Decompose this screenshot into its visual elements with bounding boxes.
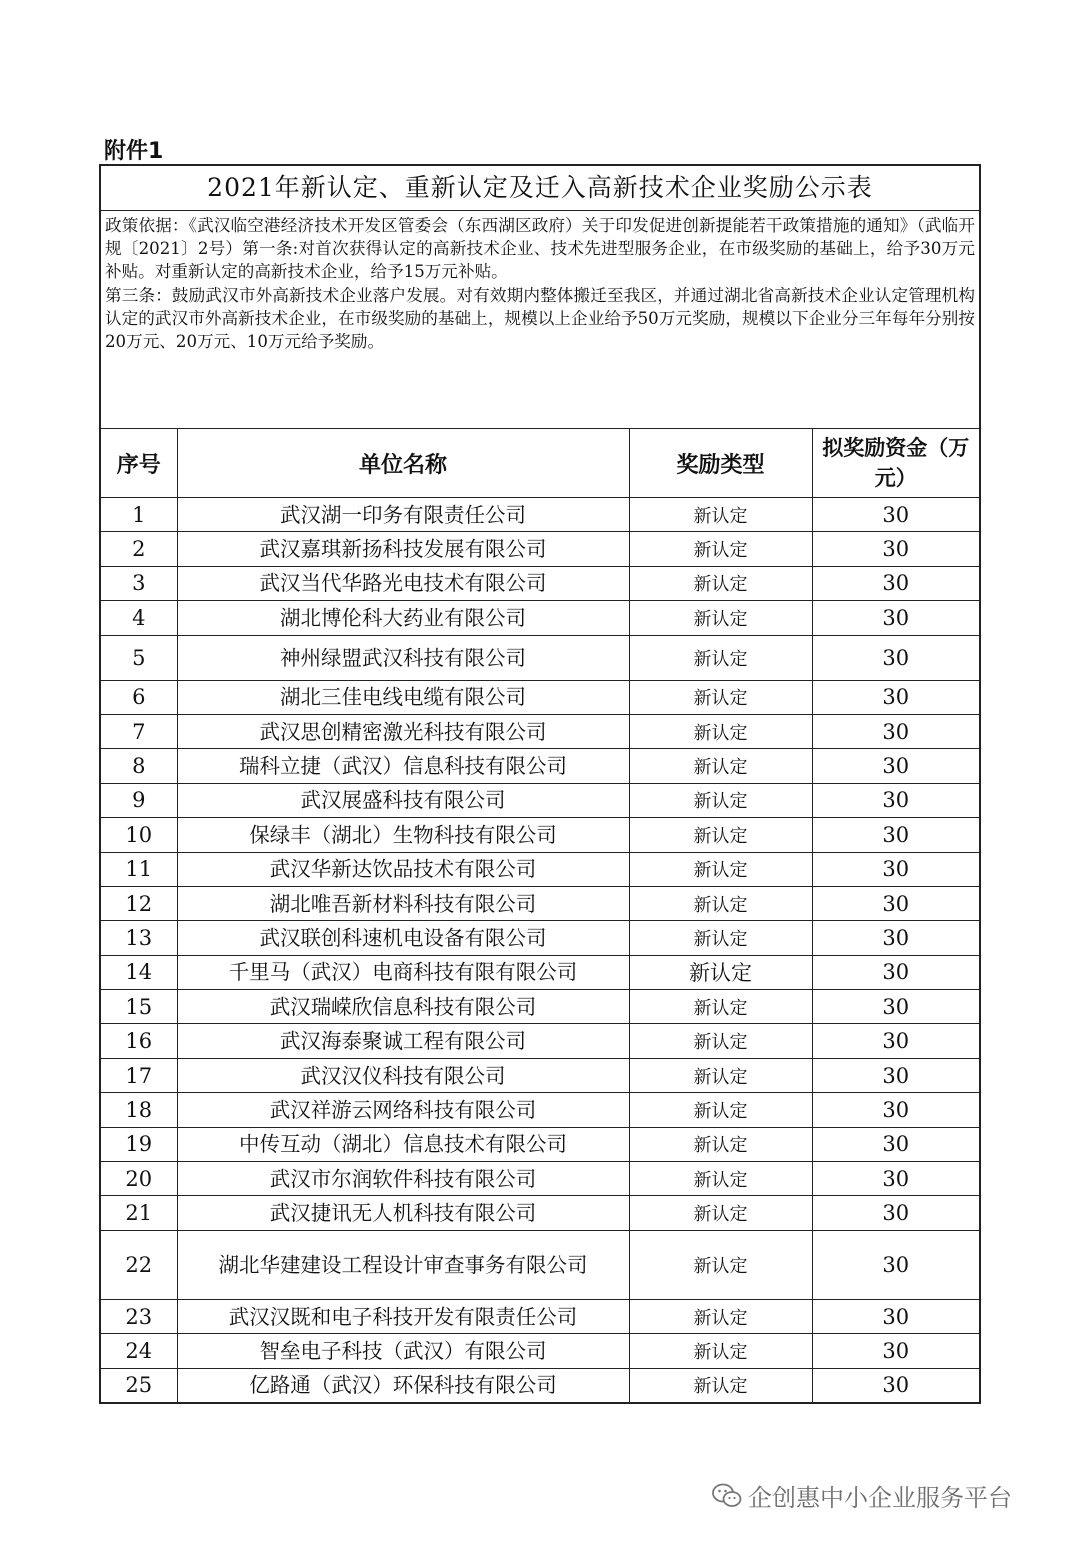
table-row (101, 1127, 979, 1161)
cell-name: 武汉汉仪科技有限公司 (177, 1058, 629, 1092)
table-row (101, 1024, 979, 1058)
cell-no: 13 (101, 921, 177, 955)
table-row (101, 1334, 979, 1368)
watermark-text: 企创惠中小企业服务平台 (748, 1484, 1012, 1512)
cell-name: 湖北博伦科大药业有限公司 (177, 601, 629, 635)
cell-no: 24 (101, 1334, 177, 1368)
cell-type: 新认定 (629, 818, 812, 852)
cell-name: 武汉瑞嵘欣信息科技有限公司 (177, 990, 629, 1024)
cell-name: 武汉市尔润软件科技有限公司 (177, 1162, 629, 1196)
cell-type: 新认定 (629, 1196, 812, 1230)
cell-amount: 30 (812, 635, 979, 680)
table-title: 2021年新认定、重新认定及迁入高新技术企业奖励公示表 (101, 166, 979, 211)
table-row (101, 955, 979, 989)
cell-name: 武汉海泰聚诚工程有限公司 (177, 1024, 629, 1058)
cell-name: 智垒电子科技（武汉）有限公司 (177, 1334, 629, 1368)
table-row (101, 1299, 979, 1333)
cell-name: 保绿丰（湖北）生物科技有限公司 (177, 818, 629, 852)
cell-type: 新认定 (629, 498, 812, 532)
table-row (101, 1058, 979, 1092)
cell-amount: 30 (812, 818, 979, 852)
table-row (101, 921, 979, 955)
table-row (101, 1162, 979, 1196)
cell-amount: 30 (812, 783, 979, 817)
cell-type: 新认定 (629, 1162, 812, 1196)
cell-no: 6 (101, 680, 177, 714)
table-row (101, 749, 979, 783)
cell-name: 武汉当代华路光电技术有限公司 (177, 566, 629, 600)
cell-no: 7 (101, 714, 177, 748)
cell-name: 武汉捷讯无人机科技有限公司 (177, 1196, 629, 1230)
cell-type: 新认定 (629, 1127, 812, 1161)
cell-no: 23 (101, 1299, 177, 1333)
table-row (101, 990, 979, 1024)
cell-amount: 30 (812, 990, 979, 1024)
cell-name: 湖北华建建设工程设计审查事务有限公司 (177, 1230, 629, 1299)
cell-amount: 30 (812, 1196, 979, 1230)
cell-type: 新认定 (629, 635, 812, 680)
cell-no: 11 (101, 852, 177, 886)
cell-name: 亿路通（武汉）环保科技有限公司 (177, 1368, 629, 1403)
table-header-row (101, 429, 979, 498)
cell-amount: 30 (812, 566, 979, 600)
cell-type: 新认定 (629, 1299, 812, 1333)
cell-amount: 30 (812, 532, 979, 566)
header-no: 序号 (101, 429, 177, 498)
cell-no: 15 (101, 990, 177, 1024)
cell-type: 新认定 (629, 749, 812, 783)
cell-amount: 30 (812, 1127, 979, 1161)
cell-amount: 30 (812, 1299, 979, 1333)
cell-amount: 30 (812, 921, 979, 955)
cell-no: 19 (101, 1127, 177, 1161)
table-row (101, 852, 979, 886)
table-row (101, 680, 979, 714)
award-table-sheet (99, 164, 981, 1404)
header-name: 单位名称 (177, 429, 629, 498)
cell-no: 21 (101, 1196, 177, 1230)
cell-name: 中传互动（湖北）信息技术有限公司 (177, 1127, 629, 1161)
cell-no: 14 (101, 955, 177, 989)
cell-type: 新认定 (629, 1368, 812, 1403)
cell-type: 新认定 (629, 1334, 812, 1368)
table-row (101, 1196, 979, 1230)
table-row (101, 498, 979, 532)
cell-no: 2 (101, 532, 177, 566)
cell-type: 新认定 (629, 1024, 812, 1058)
cell-no: 9 (101, 783, 177, 817)
cell-type: 新认定 (629, 714, 812, 748)
cell-type: 新认定 (629, 1230, 812, 1299)
cell-name: 武汉祥游云网络科技有限公司 (177, 1093, 629, 1127)
table-row (101, 714, 979, 748)
cell-type: 新认定 (629, 990, 812, 1024)
table-row (101, 566, 979, 600)
cell-amount: 30 (812, 1024, 979, 1058)
cell-type: 新认定 (629, 532, 812, 566)
cell-name: 湖北唯吾新材料科技有限公司 (177, 886, 629, 920)
header-amount: 拟奖励资金（万元） (812, 429, 979, 498)
watermark (712, 1478, 1012, 1513)
cell-amount: 30 (812, 886, 979, 920)
cell-amount: 30 (812, 1058, 979, 1092)
table-row (101, 532, 979, 566)
cell-amount: 30 (812, 749, 979, 783)
cell-amount: 30 (812, 1230, 979, 1299)
cell-name: 武汉展盛科技有限公司 (177, 783, 629, 817)
cell-type: 新认定 (629, 852, 812, 886)
cell-name: 湖北三佳电线电缆有限公司 (177, 680, 629, 714)
table-row (101, 886, 979, 920)
cell-no: 20 (101, 1162, 177, 1196)
cell-no: 8 (101, 749, 177, 783)
cell-no: 17 (101, 1058, 177, 1092)
cell-amount: 30 (812, 955, 979, 989)
cell-type: 新认定 (629, 601, 812, 635)
cell-no: 25 (101, 1368, 177, 1403)
cell-amount: 30 (812, 852, 979, 886)
cell-type: 新认定 (629, 886, 812, 920)
cell-name: 武汉联创科速机电设备有限公司 (177, 921, 629, 955)
policy-text-article-3: 第三条：鼓励武汉市外高新技术企业落户发展。对有效期内整体搬迁至我区，并通过湖北省高新技术企业认定管理机构认定的武汉市外高新技术企业，在市级奖励的基础上，规模以上企业给予50万元奖励，规模以下企业分三年每年分别按20万元、20万元、10万元给予奖励。 (105, 285, 975, 352)
policy-text-article-1: 政策依据：《武汉临空港经济技术开发区管委会（东西湖区政府）关于印发促进创新提能若干政策措施的通知》（武临开规〔2021〕2号）第一条:对首次获得认定的高新技术企业、技术先进型服务企业，在市级奖励的基础上，给予30万元补贴。对重新认定的高新技术企业，给予15万元补贴。 (105, 216, 975, 282)
cell-type: 新认定 (629, 566, 812, 600)
cell-type: 新认定 (629, 783, 812, 817)
cell-amount: 30 (812, 498, 979, 532)
table-row (101, 1230, 979, 1299)
cell-amount: 30 (812, 714, 979, 748)
cell-amount: 30 (812, 1162, 979, 1196)
cell-name: 千里马（武汉）电商科技有限有限公司 (177, 955, 629, 989)
cell-no: 16 (101, 1024, 177, 1058)
cell-amount: 30 (812, 680, 979, 714)
cell-amount: 30 (812, 601, 979, 635)
attachment-label: 附件1 (104, 139, 164, 164)
cell-type: 新认定 (629, 680, 812, 714)
table-row (101, 635, 979, 680)
table-row (101, 1368, 979, 1403)
cell-no: 5 (101, 635, 177, 680)
cell-name: 武汉嘉琪新扬科技发展有限公司 (177, 532, 629, 566)
cell-type: 新认定 (629, 1093, 812, 1127)
cell-type: 新认定 (629, 921, 812, 955)
cell-name: 武汉汉既和电子科技开发有限责任公司 (177, 1299, 629, 1333)
cell-no: 3 (101, 566, 177, 600)
cell-amount: 30 (812, 1334, 979, 1368)
cell-no: 4 (101, 601, 177, 635)
cell-no: 12 (101, 886, 177, 920)
table-row (101, 818, 979, 852)
cell-amount: 30 (812, 1368, 979, 1403)
table-body (101, 498, 979, 1403)
cell-no: 10 (101, 818, 177, 852)
cell-name: 神州绿盟武汉科技有限公司 (177, 635, 629, 680)
cell-no: 1 (101, 498, 177, 532)
cell-no: 18 (101, 1093, 177, 1127)
header-type: 奖励类型 (629, 429, 812, 498)
cell-name: 武汉思创精密激光科技有限公司 (177, 714, 629, 748)
cell-type: 新认定 (629, 1058, 812, 1092)
policy-basis (101, 211, 979, 429)
cell-name: 武汉华新达饮品技术有限公司 (177, 852, 629, 886)
cell-name: 武汉湖一印务有限责任公司 (177, 498, 629, 532)
cell-type: 新认定 (629, 955, 812, 989)
cell-amount: 30 (812, 1093, 979, 1127)
wechat-icon (712, 1483, 742, 1509)
table-row (101, 783, 979, 817)
award-table (101, 429, 979, 1404)
table-row (101, 601, 979, 635)
table-row (101, 1093, 979, 1127)
cell-name: 瑞科立捷（武汉）信息科技有限公司 (177, 749, 629, 783)
cell-no: 22 (101, 1230, 177, 1299)
